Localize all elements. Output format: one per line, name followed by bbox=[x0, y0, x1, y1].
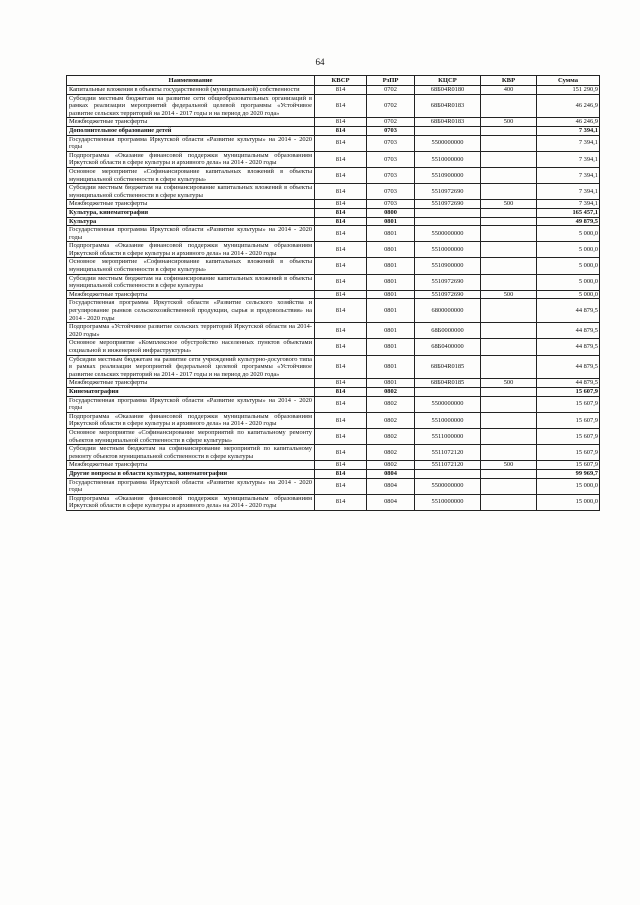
row-kvsr: 814 bbox=[315, 226, 367, 242]
row-rzpr: 0804 bbox=[367, 478, 415, 494]
row-sum: 15 607,9 bbox=[537, 428, 600, 444]
row-kvsr: 814 bbox=[315, 94, 367, 118]
table-row bbox=[67, 226, 600, 242]
row-kvsr: 814 bbox=[315, 379, 367, 388]
row-sum: 44 879,5 bbox=[537, 323, 600, 339]
header-kcsr: КЦСР bbox=[415, 76, 481, 86]
row-name: Государственная программа Иркутской области «Развитие сельского хозяйства и регулирование рынков сельскохозяйственной продукции, сырья и продовольствия» на 2014 - 2020 годы bbox=[67, 299, 315, 323]
row-name: Межбюджетные трансферты bbox=[67, 461, 315, 470]
row-rzpr: 0703 bbox=[367, 135, 415, 151]
row-sum: 44 879,5 bbox=[537, 299, 600, 323]
row-sum: 15 607,9 bbox=[537, 412, 600, 428]
table-row bbox=[67, 299, 600, 323]
row-sum: 7 394,1 bbox=[537, 184, 600, 200]
row-name: Межбюджетные трансферты bbox=[67, 200, 315, 209]
row-sum: 99 969,7 bbox=[537, 469, 600, 478]
row-rzpr: 0702 bbox=[367, 118, 415, 127]
row-name: Субсидии местным бюджетам на развитие сети общеобразовательных организаций в рамках реализации мероприятий федеральной целевой программы «Устойчивое развитие сельских территорий на 2014 - 2017 годы и на период до 2020 года» bbox=[67, 94, 315, 118]
row-name: Другие вопросы в области культуры, кинематографии bbox=[67, 469, 315, 478]
row-name: Субсидии местным бюджетам на софинансирование капитальных вложений в объекты муниципальной собственности в сфере культуры bbox=[67, 184, 315, 200]
header-rzpr: РзПР bbox=[367, 76, 415, 86]
table-row bbox=[67, 126, 600, 135]
row-rzpr: 0801 bbox=[367, 299, 415, 323]
row-kvsr: 814 bbox=[315, 135, 367, 151]
row-name: Дополнительное образование детей bbox=[67, 126, 315, 135]
table-row bbox=[67, 118, 600, 127]
row-rzpr: 0802 bbox=[367, 396, 415, 412]
row-sum: 46 246,9 bbox=[537, 118, 600, 127]
table-row bbox=[67, 478, 600, 494]
row-name: Капитальные вложения в объекты государственной (муниципальной) собственности bbox=[67, 86, 315, 95]
row-rzpr: 0702 bbox=[367, 94, 415, 118]
row-kvsr: 814 bbox=[315, 274, 367, 290]
row-kvr bbox=[481, 126, 537, 135]
row-kvr bbox=[481, 355, 537, 379]
row-kvsr: 814 bbox=[315, 167, 367, 183]
row-name: Подпрограмма «Оказание финансовой поддержки муниципальным образованиям Иркутской области в сфере культуры и архивного дела» на 2014 - 2020 годы bbox=[67, 494, 315, 510]
row-kcsr: 68Б04R0185 bbox=[415, 379, 481, 388]
row-kcsr: 5500000000 bbox=[415, 135, 481, 151]
row-sum: 15 000,0 bbox=[537, 494, 600, 510]
row-kvsr: 814 bbox=[315, 200, 367, 209]
table-row bbox=[67, 184, 600, 200]
table-row bbox=[67, 135, 600, 151]
table-row bbox=[67, 445, 600, 461]
budget-table bbox=[66, 75, 600, 511]
row-kvr: 500 bbox=[481, 118, 537, 127]
row-name: Государственная программа Иркутской области «Развитие культуры» на 2014 - 2020 годы bbox=[67, 135, 315, 151]
table-row bbox=[67, 200, 600, 209]
row-kcsr: 5510000000 bbox=[415, 412, 481, 428]
row-kvr bbox=[481, 274, 537, 290]
row-sum: 7 394,1 bbox=[537, 200, 600, 209]
row-kvsr: 814 bbox=[315, 184, 367, 200]
row-sum: 5 000,0 bbox=[537, 258, 600, 274]
table-row bbox=[67, 208, 600, 217]
row-kvsr: 814 bbox=[315, 445, 367, 461]
row-kvr bbox=[481, 323, 537, 339]
row-kvsr: 814 bbox=[315, 478, 367, 494]
row-rzpr: 0802 bbox=[367, 445, 415, 461]
row-kcsr: 68Б0400000 bbox=[415, 339, 481, 355]
row-kvsr: 814 bbox=[315, 339, 367, 355]
table-row bbox=[67, 355, 600, 379]
row-kcsr bbox=[415, 387, 481, 396]
row-rzpr: 0801 bbox=[367, 242, 415, 258]
row-kvsr: 814 bbox=[315, 469, 367, 478]
row-kvr bbox=[481, 494, 537, 510]
row-kvsr: 814 bbox=[315, 355, 367, 379]
row-kvr bbox=[481, 217, 537, 226]
row-rzpr: 0703 bbox=[367, 184, 415, 200]
row-kcsr: 5511000000 bbox=[415, 428, 481, 444]
row-sum: 7 394,1 bbox=[537, 167, 600, 183]
row-kvr: 500 bbox=[481, 200, 537, 209]
row-kcsr: 5511072120 bbox=[415, 445, 481, 461]
table-row bbox=[67, 494, 600, 510]
row-name: Подпрограмма «Оказание финансовой поддержки муниципальным образованиям Иркутской области в сфере культуры и архивного дела» на 2014 - 2020 годы bbox=[67, 242, 315, 258]
row-kvsr: 814 bbox=[315, 242, 367, 258]
row-sum: 44 879,5 bbox=[537, 379, 600, 388]
table-row bbox=[67, 469, 600, 478]
row-rzpr: 0801 bbox=[367, 290, 415, 299]
row-kcsr bbox=[415, 126, 481, 135]
row-kcsr: 5510900000 bbox=[415, 167, 481, 183]
row-kvsr: 814 bbox=[315, 217, 367, 226]
row-rzpr: 0703 bbox=[367, 126, 415, 135]
row-kvr bbox=[481, 167, 537, 183]
row-kvr bbox=[481, 258, 537, 274]
row-kcsr: 68Б04R0183 bbox=[415, 118, 481, 127]
row-sum: 15 607,9 bbox=[537, 387, 600, 396]
table-row bbox=[67, 387, 600, 396]
row-kvr bbox=[481, 412, 537, 428]
header-kvsr: КВСР bbox=[315, 76, 367, 86]
row-name: Основное мероприятие «Софинансирование мероприятий по капитальному ремонту объектов муниципальной собственности в сфере культуры» bbox=[67, 428, 315, 444]
row-name: Межбюджетные трансферты bbox=[67, 290, 315, 299]
row-name: Межбюджетные трансферты bbox=[67, 379, 315, 388]
row-name: Субсидии местным бюджетам на софинансирование мероприятий по капитальному ремонту объектов муниципальной собственности в сфере культуры bbox=[67, 445, 315, 461]
table-row bbox=[67, 258, 600, 274]
table-row bbox=[67, 323, 600, 339]
row-name: Основное мероприятие «Софинансирование капитальных вложений в объекты муниципальной собственности в сфере культуры» bbox=[67, 167, 315, 183]
row-kcsr: 5510972690 bbox=[415, 200, 481, 209]
table-header-row bbox=[67, 76, 600, 86]
row-kcsr: 5500000000 bbox=[415, 478, 481, 494]
row-kvr bbox=[481, 299, 537, 323]
row-kvsr: 814 bbox=[315, 428, 367, 444]
header-name: Наименование bbox=[67, 76, 315, 86]
row-sum: 7 394,1 bbox=[537, 151, 600, 167]
row-name: Кинематография bbox=[67, 387, 315, 396]
row-rzpr: 0802 bbox=[367, 428, 415, 444]
row-kcsr: 5511072120 bbox=[415, 461, 481, 470]
row-name: Основное мероприятие «Комплексное обустройство населенных пунктов объектами социальной и инженерной инфраструктуры» bbox=[67, 339, 315, 355]
row-kvsr: 814 bbox=[315, 299, 367, 323]
row-kcsr: 5510972690 bbox=[415, 184, 481, 200]
row-rzpr: 0801 bbox=[367, 226, 415, 242]
page-number: 64 bbox=[315, 57, 325, 67]
row-rzpr: 0801 bbox=[367, 274, 415, 290]
table-row bbox=[67, 339, 600, 355]
row-kvr bbox=[481, 226, 537, 242]
row-sum: 15 607,9 bbox=[537, 445, 600, 461]
row-kcsr: 5510972690 bbox=[415, 274, 481, 290]
table-row bbox=[67, 428, 600, 444]
row-kcsr: 68Б0000000 bbox=[415, 323, 481, 339]
row-rzpr: 0802 bbox=[367, 461, 415, 470]
row-rzpr: 0804 bbox=[367, 469, 415, 478]
row-sum: 46 246,9 bbox=[537, 94, 600, 118]
row-sum: 5 000,0 bbox=[537, 242, 600, 258]
row-name: Основное мероприятие «Софинансирование капитальных вложений в объекты муниципальной собственности в сфере культуры» bbox=[67, 258, 315, 274]
header-sum: Сумма bbox=[537, 76, 600, 86]
row-rzpr: 0801 bbox=[367, 339, 415, 355]
table-row bbox=[67, 412, 600, 428]
row-kvr bbox=[481, 242, 537, 258]
row-rzpr: 0702 bbox=[367, 86, 415, 95]
table-row bbox=[67, 396, 600, 412]
row-kvr bbox=[481, 396, 537, 412]
row-sum: 44 879,5 bbox=[537, 339, 600, 355]
row-kvr: 400 bbox=[481, 86, 537, 95]
row-kvsr: 814 bbox=[315, 387, 367, 396]
table-row bbox=[67, 217, 600, 226]
row-kcsr: 68Б04R0185 bbox=[415, 355, 481, 379]
row-kvsr: 814 bbox=[315, 258, 367, 274]
row-name: Государственная программа Иркутской области «Развитие культуры» на 2014 - 2020 годы bbox=[67, 396, 315, 412]
row-kvsr: 814 bbox=[315, 461, 367, 470]
row-kcsr: 68Б04R0183 bbox=[415, 94, 481, 118]
row-kcsr: 6800000000 bbox=[415, 299, 481, 323]
row-kcsr: 5510972690 bbox=[415, 290, 481, 299]
row-kvr bbox=[481, 94, 537, 118]
row-rzpr: 0703 bbox=[367, 151, 415, 167]
table-row bbox=[67, 290, 600, 299]
row-kcsr bbox=[415, 217, 481, 226]
row-kcsr: 5510000000 bbox=[415, 242, 481, 258]
table-row bbox=[67, 86, 600, 95]
row-kvsr: 814 bbox=[315, 118, 367, 127]
row-kvr: 500 bbox=[481, 461, 537, 470]
row-kvr: 500 bbox=[481, 379, 537, 388]
row-name: Культура bbox=[67, 217, 315, 226]
row-kvr bbox=[481, 478, 537, 494]
row-sum: 15 607,9 bbox=[537, 461, 600, 470]
table-row bbox=[67, 151, 600, 167]
table-body bbox=[67, 86, 600, 511]
row-sum: 49 879,5 bbox=[537, 217, 600, 226]
row-name: Субсидии местным бюджетам на софинансирование капитальных вложений в объекты муниципальной собственности в сфере культуры bbox=[67, 274, 315, 290]
table-row bbox=[67, 274, 600, 290]
row-kvr bbox=[481, 445, 537, 461]
row-kvr: 500 bbox=[481, 290, 537, 299]
row-rzpr: 0801 bbox=[367, 355, 415, 379]
row-rzpr: 0703 bbox=[367, 167, 415, 183]
row-kvr bbox=[481, 387, 537, 396]
row-kvr bbox=[481, 469, 537, 478]
row-kvsr: 814 bbox=[315, 290, 367, 299]
row-sum: 7 394,1 bbox=[537, 126, 600, 135]
row-kcsr: 5510900000 bbox=[415, 258, 481, 274]
row-sum: 5 000,0 bbox=[537, 226, 600, 242]
row-kvsr: 814 bbox=[315, 86, 367, 95]
row-kcsr: 5500000000 bbox=[415, 226, 481, 242]
row-kvr bbox=[481, 208, 537, 217]
row-sum: 44 879,5 bbox=[537, 355, 600, 379]
row-sum: 151 290,9 bbox=[537, 86, 600, 95]
row-sum: 7 394,1 bbox=[537, 135, 600, 151]
row-name: Культура, кинематография bbox=[67, 208, 315, 217]
row-name: Межбюджетные трансферты bbox=[67, 118, 315, 127]
row-name: Подпрограмма «Оказание финансовой поддержки муниципальным образованиям Иркутской области в сфере культуры и архивного дела» на 2014 - 2020 годы bbox=[67, 151, 315, 167]
row-name: Субсидии местным бюджетам на развитие сети учреждений культурно-досугового типа в рамках реализации мероприятий федеральной целевой программы «Устойчивое развитие сельских территорий на 2014 - 2017 годы и на период до 2020 года» bbox=[67, 355, 315, 379]
row-rzpr: 0802 bbox=[367, 387, 415, 396]
row-kcsr bbox=[415, 208, 481, 217]
row-sum: 5 000,0 bbox=[537, 274, 600, 290]
row-kcsr bbox=[415, 469, 481, 478]
row-rzpr: 0703 bbox=[367, 200, 415, 209]
row-kvsr: 814 bbox=[315, 412, 367, 428]
header-kvr: КВР bbox=[481, 76, 537, 86]
row-sum: 165 457,1 bbox=[537, 208, 600, 217]
row-kvsr: 814 bbox=[315, 396, 367, 412]
row-kvr bbox=[481, 184, 537, 200]
row-sum: 15 000,0 bbox=[537, 478, 600, 494]
row-rzpr: 0801 bbox=[367, 323, 415, 339]
row-rzpr: 0801 bbox=[367, 217, 415, 226]
row-kcsr: 5510000000 bbox=[415, 494, 481, 510]
table-row bbox=[67, 379, 600, 388]
row-kvr bbox=[481, 428, 537, 444]
row-rzpr: 0801 bbox=[367, 379, 415, 388]
row-sum: 5 000,0 bbox=[537, 290, 600, 299]
row-kvsr: 814 bbox=[315, 126, 367, 135]
row-name: Подпрограмма «Устойчивое развитие сельских территорий Иркутской области на 2014-2020 годы» bbox=[67, 323, 315, 339]
row-name: Государственная программа Иркутской области «Развитие культуры» на 2014 - 2020 годы bbox=[67, 478, 315, 494]
row-kvr bbox=[481, 135, 537, 151]
row-kcsr: 68Б04R0180 bbox=[415, 86, 481, 95]
row-kvsr: 814 bbox=[315, 494, 367, 510]
row-rzpr: 0800 bbox=[367, 208, 415, 217]
row-kvr bbox=[481, 339, 537, 355]
row-kvsr: 814 bbox=[315, 323, 367, 339]
row-name: Подпрограмма «Оказание финансовой поддержки муниципальным образованиям Иркутской области в сфере культуры и архивного дела» на 2014 - 2020 годы bbox=[67, 412, 315, 428]
table-row bbox=[67, 461, 600, 470]
row-kvsr: 814 bbox=[315, 151, 367, 167]
row-sum: 15 607,9 bbox=[537, 396, 600, 412]
table-row bbox=[67, 94, 600, 118]
row-rzpr: 0802 bbox=[367, 412, 415, 428]
table-row bbox=[67, 242, 600, 258]
row-rzpr: 0804 bbox=[367, 494, 415, 510]
row-kcsr: 5510000000 bbox=[415, 151, 481, 167]
row-name: Государственная программа Иркутской области «Развитие культуры» на 2014 - 2020 годы bbox=[67, 226, 315, 242]
row-rzpr: 0801 bbox=[367, 258, 415, 274]
row-kvr bbox=[481, 151, 537, 167]
row-kcsr: 5500000000 bbox=[415, 396, 481, 412]
row-kvsr: 814 bbox=[315, 208, 367, 217]
table-row bbox=[67, 167, 600, 183]
